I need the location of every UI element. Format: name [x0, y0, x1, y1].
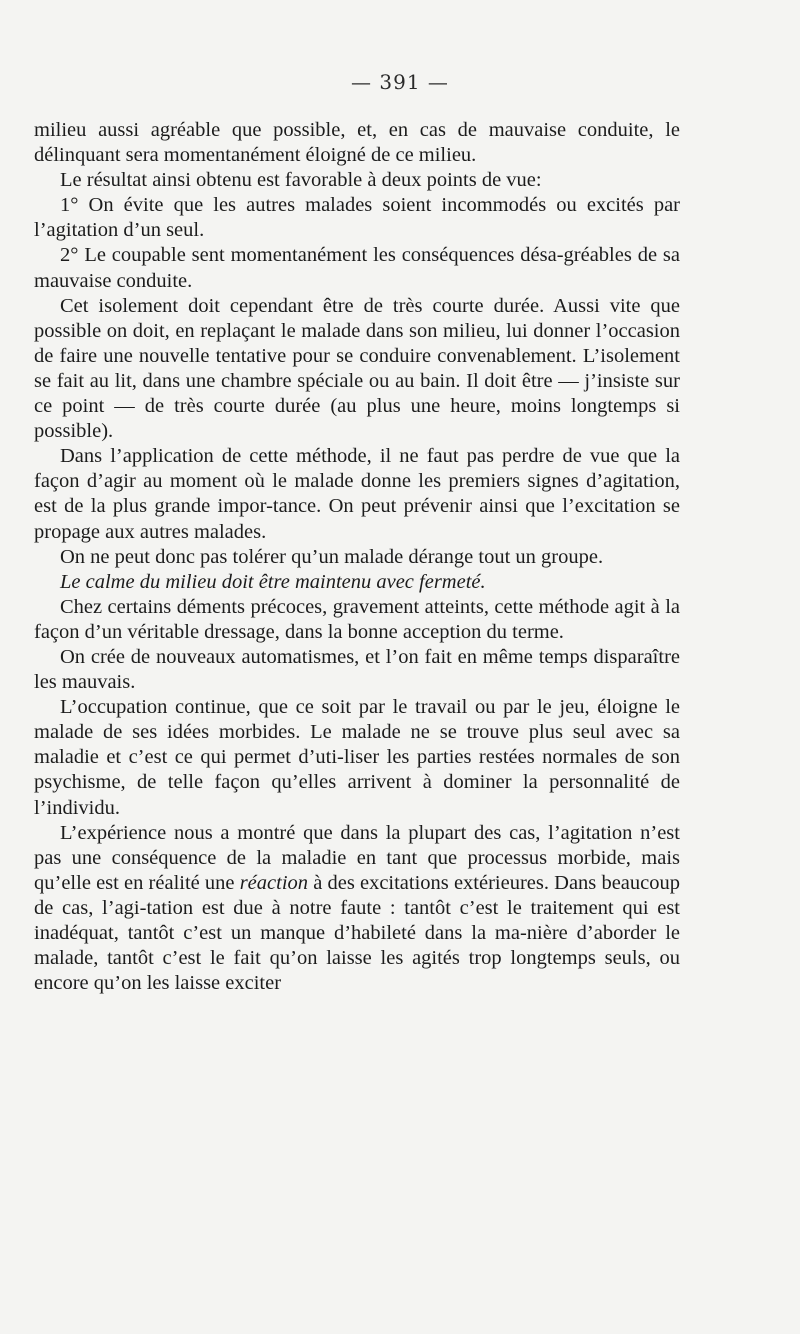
paragraph-12	[34, 821, 680, 997]
paragraph-12-before: L’expérience nous a montré que dans la plupart des cas, l’agitation n’est pas une conséquence de la maladie en tant que processus morbide, mais qu’elle est en réalité une	[34, 821, 680, 894]
paragraph-2: Le résultat ainsi obtenu est favorable à deux points de vue:	[60, 169, 542, 192]
paragraph-4: 2° Le coupable sent momentanément les conséquences désa-gréables de sa mauvaise conduite.	[34, 244, 680, 292]
paragraph-5: Cet isolement doit cependant être de très courte durée. Aussi vite que possible on doit, en replaçant le malade dans son milieu, lui donner l’occasion de faire une nouvelle tentative pour se conduire convenablement. L’isolement se fait au lit, dans une chambre spéciale ou au bain. Il doit être — j’insiste sur ce point — de très courte durée (au plus une heure, moins longtemps si possible).	[34, 294, 680, 443]
paragraph-12-emphasis: réaction	[239, 871, 309, 894]
paragraph-7: On ne peut donc pas tolérer qu’un malade dérange tout un groupe.	[60, 545, 604, 568]
paragraph-8-italic	[34, 570, 680, 595]
paragraph-11: L’occupation continue, que ce soit par le travail ou par le jeu, éloigne le malade de ses idées morbides. Le malade ne se trouve plus seul avec sa maladie et c’est ce qui permet d’uti-liser les parties restées normales de son psychisme, de telle façon qu’elles arrivent à dominer la personnalité de l’individu.	[34, 696, 680, 819]
paragraph-6: Dans l’application de cette méthode, il ne faut pas perdre de vue que la façon d’agir au moment où le malade donne les premiers signes d’agitation, est de la plus grande impor-tance. On peut prévenir ainsi que l’excitation se propage aux autres malades.	[34, 445, 680, 543]
page-number: — 391 —	[351, 70, 449, 94]
paragraph-10: On crée de nouveaux automatismes, et l’on fait en même temps disparaître les mauvais.	[34, 645, 680, 694]
body-text	[34, 118, 680, 996]
paragraph-3: 1° On évite que les autres malades soient incommodés ou excités par l’agitation d’un seul.	[34, 194, 680, 242]
paragraph-12-after: à des excitations extérieures. Dans beaucoup de cas, l’agi-tation est due à notre faute : tantôt c’est le traitement qui est inadéquat, tantôt c’est un manque d’habileté dans la ma-nière d’aborder le malade, tantôt c’est le fait qu’on laisse les agités trop longtemps seuls, ou encore qu’on les laisse exciter	[34, 871, 680, 995]
paragraph-1: milieu aussi agréable que possible, et, en cas de mauvaise conduite, le délinquant sera momentanément éloigné de ce milieu.	[34, 119, 680, 167]
paragraph-9: Chez certains déments précoces, gravement atteints, cette méthode agit à la façon d’un véritable dressage, dans la bonne acception du terme.	[34, 595, 680, 643]
italic-statement: Le calme du milieu doit être maintenu avec fermeté.	[60, 570, 486, 593]
